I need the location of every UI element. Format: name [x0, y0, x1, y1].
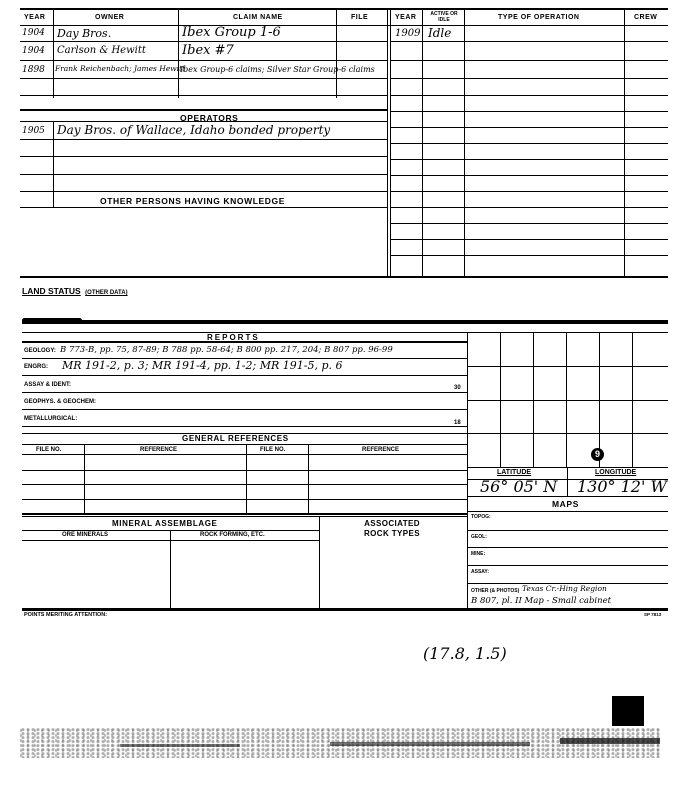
longitude-label: LONGITUDE	[595, 469, 637, 476]
circle-mark	[591, 448, 604, 461]
coords-note: (17.8, 1.5)	[423, 644, 507, 663]
report-engrg-value: MR 191-2, p. 3; MR 191-4, pp. 1-2; MR 191-5, p. 6	[62, 359, 343, 372]
report-assay-label: ASSAY & IDENT:	[24, 382, 72, 388]
general-references-title: GENERAL REFERENCES	[182, 434, 289, 443]
maps-assay: ASSAY:	[471, 569, 490, 575]
scan-streak-2	[330, 742, 530, 746]
land-status	[22, 281, 128, 299]
header-year: YEAR	[24, 14, 46, 21]
header-file: FILE	[351, 14, 369, 21]
maps-title: MAPS	[552, 499, 579, 509]
gref-header-ref-2: REFERENCE	[362, 447, 400, 453]
points-meriting-attention: POINTS MERITING ATTENTION:	[24, 612, 108, 618]
report-geophys-label: GEOPHYS. & GEOCHEM:	[24, 399, 97, 405]
maps-mine: MINE:	[471, 551, 486, 557]
latitude-label: LATITUDE	[497, 469, 532, 476]
owner-row-3-owner: Frank Reichenbach; James Hewitt	[55, 64, 186, 73]
longitude-value: 130° 12' W	[577, 477, 667, 496]
bottom-form	[22, 320, 668, 620]
maps-geol: GEOL:	[471, 534, 487, 540]
header-type-of-operation: TYPE OF OPERATION	[498, 14, 580, 21]
owner-row-2-owner: Carlson & Hewitt	[57, 45, 146, 56]
header-active-idle: ACTIVE OR IDLE	[430, 11, 458, 23]
operators-label: OPERATORS	[180, 113, 239, 123]
header-crew: CREW	[634, 14, 658, 21]
maps-other-value-2: B 807, pl. II Map - Small cabinet	[471, 596, 612, 606]
report-metallurgical-label: METALLURGICAL:	[24, 416, 78, 422]
top-table	[20, 8, 668, 278]
gref-header-ref-1: REFERENCE	[140, 447, 178, 453]
maps-topog: TOPOG:	[471, 514, 491, 520]
ore-minerals-header: ORE MINERALS	[62, 532, 109, 538]
scan-streak-1	[120, 744, 240, 747]
scan-streak-3	[560, 738, 660, 744]
owner-row-1-owner: Day Bros.	[57, 27, 112, 40]
gref-header-file-2: FILE NO.	[260, 447, 286, 453]
gref-header-file-1: FILE NO.	[36, 447, 62, 453]
report-geology-label: GEOLOGY:	[24, 348, 56, 354]
owner-row-1-year: 1904	[22, 28, 45, 38]
circle-mark-label: 9	[594, 449, 600, 459]
operators-row-1-text: Day Bros. of Wallace, Idaho bonded property	[57, 123, 331, 137]
operators-row-1-year: 1905	[22, 126, 45, 136]
margin-number-1: 30	[454, 385, 461, 391]
mineral-assemblage-title: MINERAL ASSEMBLAGE	[112, 519, 218, 528]
reports-title: REPORTS	[207, 333, 260, 342]
operation-row-1-year: 1909	[395, 28, 421, 39]
header-claim-name: CLAIM NAME	[233, 14, 283, 21]
land-status-label: LAND STATUS	[22, 286, 81, 296]
latitude-value: 56° 05' N	[480, 477, 558, 496]
owner-row-2-claim: Ibex #7	[182, 43, 234, 58]
form-number: SP 7813	[644, 612, 662, 617]
scan-smudge-top	[22, 318, 82, 323]
owner-row-3-claim: Ibex Group-6 claims; Silver Star Group-6 claims	[180, 65, 375, 74]
margin-number-2: 18	[454, 420, 461, 426]
header-owner: OWNER	[95, 14, 125, 21]
report-engrg-label: ENGRG:	[24, 364, 48, 370]
land-status-sub: (OTHER DATA)	[85, 290, 128, 296]
owner-row-1-claim: Ibex Group 1-6	[182, 25, 281, 40]
knowledge-label: OTHER PERSONS HAVING KNOWLEDGE	[100, 196, 286, 206]
maps-other-value-1: Texas Cr.-Hing Region	[522, 584, 607, 593]
owner-row-2-year: 1904	[22, 46, 45, 56]
owner-row-3-year: 1898	[22, 65, 45, 75]
report-geology-value: B 773-B, pp. 75, 87-89; B 788 pp. 58-64; B 800 pp. 217, 204; B 807 pp. 96-99	[60, 345, 393, 355]
maps-other-label: OTHER (& PHOTOS)	[471, 588, 520, 594]
rock-forming-header: ROCK FORMING, ETC.	[200, 532, 265, 538]
header-year-2: YEAR	[395, 14, 417, 21]
scan-dark-block	[612, 696, 644, 726]
associated-rock-types: ASSOCIATED ROCK TYPES	[363, 519, 420, 538]
operation-row-1-status: Idle	[428, 26, 452, 40]
